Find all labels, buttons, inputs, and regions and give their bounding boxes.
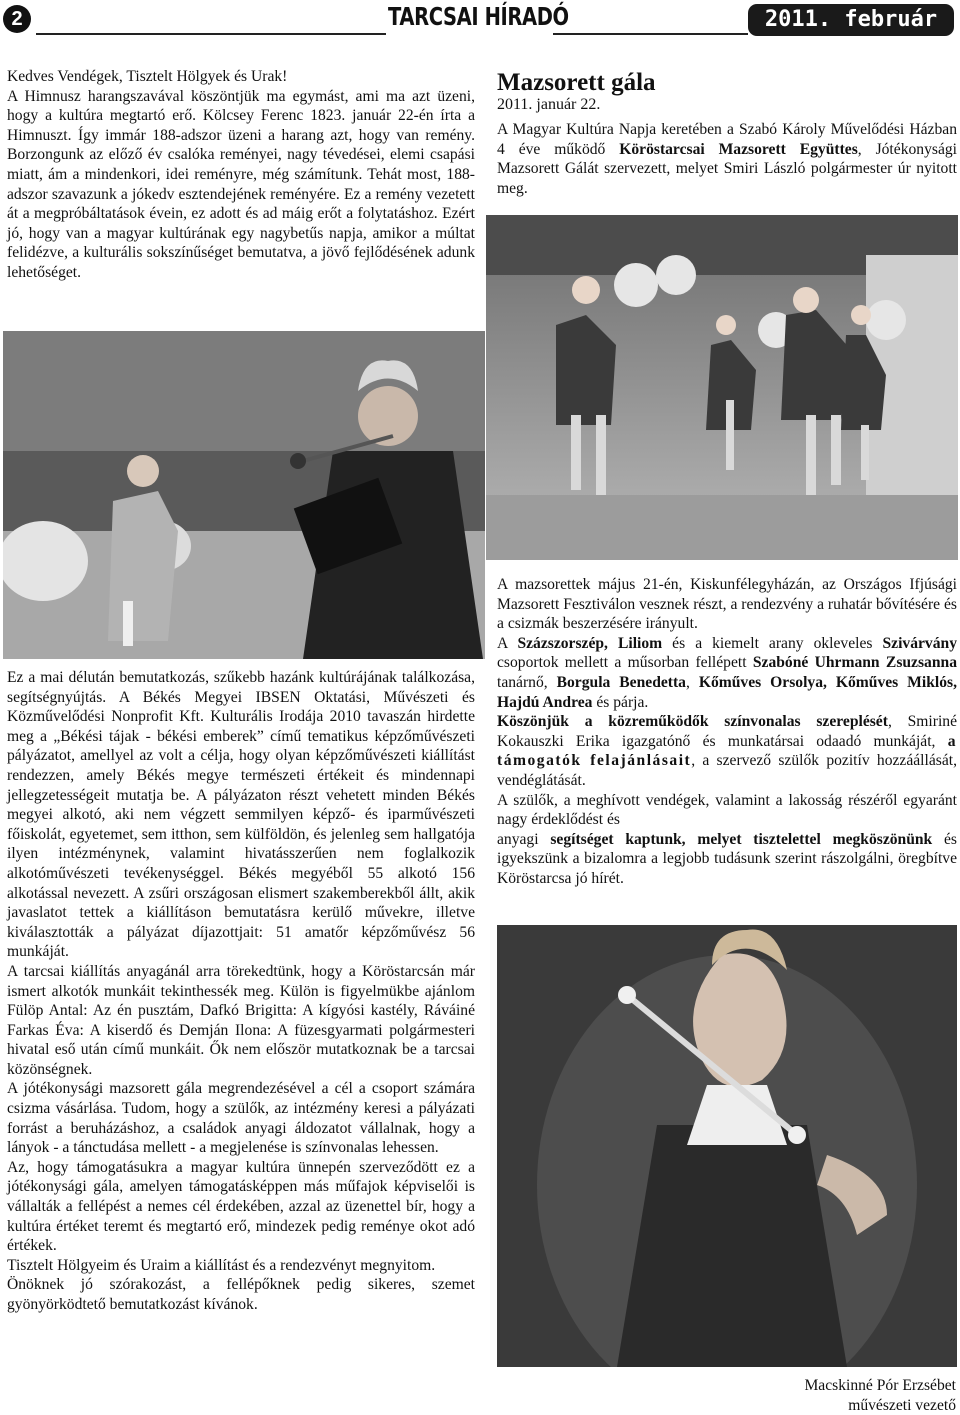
performer-name: Borgula Benedetta — [556, 673, 686, 691]
girl-photo-drawing — [497, 925, 957, 1367]
text-span: anyagi — [497, 830, 551, 848]
support-bold: segítséget kaptunk, melyet tisztelettel megköszönünk — [550, 830, 933, 848]
closing-wish: Önöknek jó szórakozást, a fellépőknek pedig sikeres, szemet gyönyörködtető bemutatkozást kívánok. — [7, 1276, 475, 1313]
exhibition-paragraph-3: A jótékonysági mazsorett gála megrendezésével a cél a csoport számára csizma vásárlása. Tudom, hogy a szülők, az intézmény keresi a pályázati forrást a beruházáshoz, a családok anyagi áldozatot vállalnak, hogy a lányok - a tánctudása mellett - a megjelenése is színvonalas lehessen. — [7, 1080, 475, 1157]
text-span: és a kiemelt arany okleveles — [662, 634, 883, 652]
gala-lead-text-2: , Jótékonysági Mazsorett Gálát szervezett, melyet Smiri László polgármester úr nyitott meg. — [497, 140, 957, 197]
header-rule-left — [36, 33, 386, 35]
text-span: , a szervező szülők pozitív hozzáállását, vendéglátását. — [497, 752, 957, 789]
thanks-bold: Köszönjük a közreműködők színvonalas szereplését — [497, 713, 888, 731]
teacher-name: Szabóné Uhrmann Zsuzsanna — [752, 654, 957, 672]
festival-paragraph: A mazsorettek május 21-én, Kiskunfélegyházán, az Országos Ifjúsági Mazsorett Fesztiválon vesznek részt, a rendezvény a ruhatár bővítésére és a csizmák beszerzésére irányult. — [497, 576, 957, 633]
photo-speaker-and-dancer — [3, 331, 485, 659]
dancers-photo-drawing — [486, 215, 958, 560]
gala-lead-text: A Magyar Kultúra Napja keretében a Szabó Károly Művelődési Házban 4 éve működő — [497, 121, 957, 158]
text-span: és párja. — [592, 693, 649, 711]
speaker-photo-drawing — [3, 331, 485, 659]
exhibition-paragraph-2: A tarcsai kiállítás anyagánál arra törekedtünk, hogy a Köröstarcsán már ismert alkotók munkáit tekinthessék meg. Külön is figyelmükbe ajánlom Fülöp Antal: Az én pusztám, Dafkó Brigitta: A kígyósi kastély, Ráváiné Farkas Éva: A kiserdő és Demján Ilona: A füzesgyarmati polgármesteri hivatal eső után című munkáit. Ők nem először mutatkoznak be a tarcsai közönségnek. — [7, 962, 475, 1078]
text-span: A — [497, 634, 518, 652]
thanks-paragraph — [497, 712, 957, 790]
performers-paragraph — [497, 634, 957, 712]
masthead-title: TARCSAI HÍRADÓ — [388, 2, 569, 31]
opening-line: Tisztelt Hölgyeim és Uraim a kiállítást és a rendezvényt megnyitom. — [7, 1256, 436, 1274]
support-paragraph — [497, 830, 957, 889]
intro-paragraph: A Himnusz harangszavával köszöntjük ma egymást, ami ma azt üzeni, hogy a kultúra megtartó erő. Kölcsey Ferenc 1823. január 22-én írta a Himnuszt. Így immár 188-adszor üzeni a harang azt, hogy van remény. Borzongunk az előző év csalóka reményei, nagy tévedései, elemi csapási miatt, ám a mindenkori, idei reményre, még számítunk. Tehát most, 188-adszor szavazunk a jókedv esztendejének reményére. Ez a remény vezetett át a megpróbáltatások évein, ez adott és ad máig erőt a folytatáshoz. Ezért jó, hogy van a magyar kultúrának egy nagybetűs napja, amikor a múltat felidézve, a kulturális sokszínűséget bemutatva, a jövő fejlődésének adunk lehetőséget. — [7, 87, 475, 281]
gala-lead — [497, 120, 957, 198]
photo-girl-with-baton — [497, 925, 957, 1367]
text-span: csoportok mellett a műsorban fellépett — [497, 654, 753, 672]
photo-majorette-dancers — [486, 215, 958, 560]
text-span: tanárnő, — [497, 673, 557, 691]
page-number: 2 — [3, 5, 31, 33]
performer-names: Kőműves Orsolya, Kőműves Miklós, Hajdú Andrea — [497, 673, 958, 711]
header-rule-right — [553, 33, 748, 35]
text-span: , — [685, 673, 699, 691]
signature-role: művészeti vezető — [848, 1396, 956, 1414]
ensemble-name: Köröstarcsai Mazsorett Együttes — [619, 140, 858, 158]
interest-paragraph: A szülők, a meghívott vendégek, valamint a lakosság részéről egyaránt nagy érdeklődést és — [497, 791, 957, 829]
gala-title: Mazsorett gála — [497, 69, 656, 96]
text-span: és igyekszünk a bizalomra a legjobb tudásunk szerint rászolgálni, öregbítve Köröstarcsa jó hírét. — [497, 830, 957, 887]
exhibition-article — [7, 668, 475, 1315]
gala-article-head — [497, 70, 957, 198]
signature-block — [700, 1376, 956, 1415]
signature-name: Macskinné Pór Erzsébet — [804, 1377, 956, 1394]
exhibition-paragraph-1: Ez a mai délután bemutatkozás, szűkebb hazánk kultúrájának találkozása, segítségnyújtás. A Békés Megyei IBSEN Oktatási, Művészeti és Közművelődési Nonprofit Kft. Kulturális Irodája 2010 tavaszán hirdette meg a „Békési tájak - békési emberek” című tematikus képzőművészeti pályázatot, amellyel az volt a célja, hogy olyan képzőművészeti kiállítást rendezzen, amely Békés megye természeti értékeit és mindennapi jellegzetességeit mutatja be. A pályázaton részt vehetett minden Békés megyei alkotó, aki nem végzett semmilyen képző- és iparművészeti főiskolát, egyetemet, sem itthon, sem külföldön, és jelenleg sem hallgatója ilyen intézménynek, valamint hivatásszerűen nem foglalkozik alkotóművészeti tevékenységgel. Békés megyéből 55 alkotó 156 alkotással nevezett. A zsűri országosan elismert szakemberekből állt, akik javaslatot tettek a kiállításon bemutatásra kerülő művekre, illetve kiválasztották a pályázat díjazottjait: 51 amatőr képzőművész 56 munkáját. — [7, 669, 475, 961]
gala-date: 2011. január 22. — [497, 96, 601, 113]
text-span: , Smiriné Kokauszki Erika igazgatónő és munkatársai odaadó munkáját, — [497, 713, 957, 750]
group-name-szivarvany: Szivárvány — [882, 634, 957, 652]
intro-article — [7, 67, 475, 283]
group-names: Százszorszép, Liliom — [517, 634, 663, 652]
issue-date-badge: 2011. február — [748, 4, 954, 36]
greeting-line: Kedves Vendégek, Tisztelt Hölgyek és Urak! — [7, 68, 288, 85]
page-header — [0, 0, 960, 40]
exhibition-paragraph-4: Az, hogy támogatásukra a magyar kultúra ünnepén szerveződött ez a jótékonysági gála, amelyen támogatásképpen más műfajok képviselői is vállalták a fellépést a nemes cél érdekében, azzal az üzenettel bír, hogy a kultúra értéket teremt és megtartó erő, mindezek pedig reménye okot adó értékek. — [7, 1158, 475, 1255]
sponsors-bold: a támogatók felajánlásait — [497, 732, 957, 770]
gala-article-body — [497, 575, 957, 889]
